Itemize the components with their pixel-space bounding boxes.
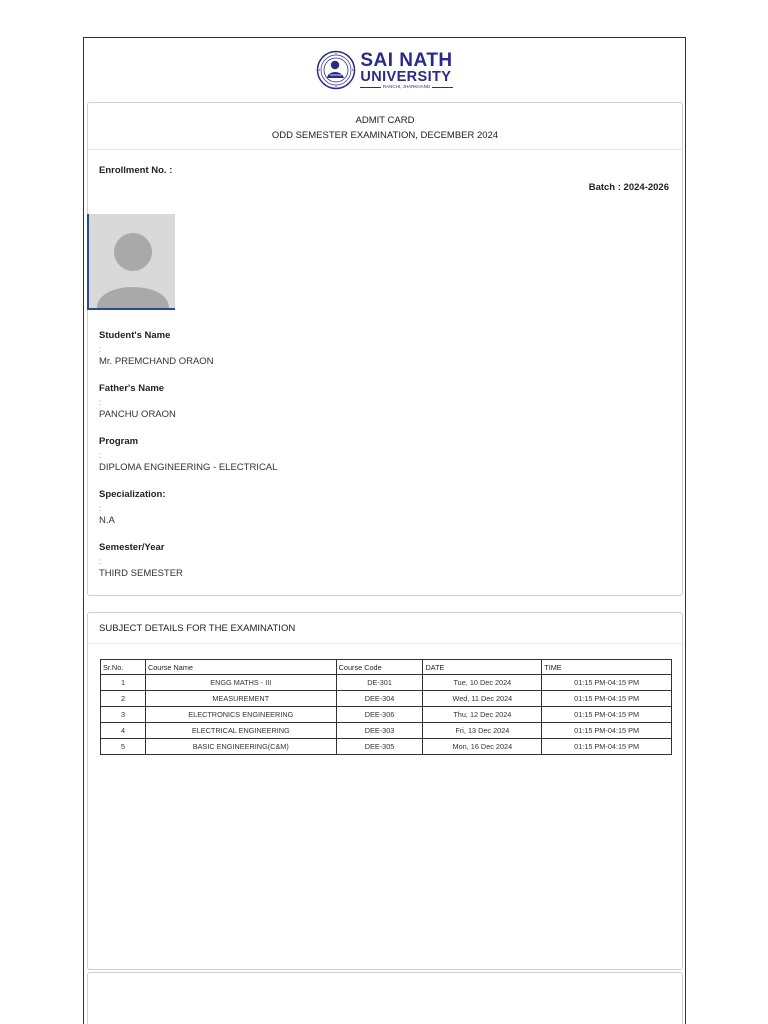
table-cell: Wed, 11 Dec 2024 bbox=[423, 691, 542, 707]
field-value: THIRD SEMESTER bbox=[99, 568, 183, 579]
table-cell: Fri, 13 Dec 2024 bbox=[423, 723, 542, 739]
field-label: Father's Name bbox=[99, 383, 165, 394]
field-colon: : bbox=[99, 504, 102, 513]
column-header: Course Name bbox=[145, 660, 336, 675]
admit-card-page bbox=[83, 37, 686, 1024]
student-details bbox=[99, 329, 659, 594]
table-cell: MEASUREMENT bbox=[145, 691, 336, 707]
column-header: TIME bbox=[542, 660, 672, 675]
table-cell: ELECTRONICS ENGINEERING bbox=[145, 707, 336, 723]
university-emblem-icon bbox=[316, 50, 356, 90]
table-cell: DEE-303 bbox=[336, 723, 423, 739]
subjects-table bbox=[100, 659, 672, 755]
field-value: DIPLOMA ENGINEERING - ELECTRICAL bbox=[99, 462, 278, 473]
field-colon: : bbox=[99, 451, 102, 460]
table-cell: 3 bbox=[101, 707, 146, 723]
table-cell: DE-301 bbox=[336, 675, 423, 691]
column-header: DATE bbox=[423, 660, 542, 675]
table-cell: Mon, 16 Dec 2024 bbox=[423, 739, 542, 755]
column-header: Course Code bbox=[336, 660, 423, 675]
table-cell: DEE-305 bbox=[336, 739, 423, 755]
field-label: Student's Name bbox=[99, 330, 171, 341]
table-cell: 01:15 PM-04:15 PM bbox=[542, 691, 672, 707]
field-label: Semester/Year bbox=[99, 542, 165, 553]
field-label: Specialization: bbox=[99, 489, 166, 500]
table-cell: 5 bbox=[101, 739, 146, 755]
university-name-line2: UNIVERSITY bbox=[360, 68, 452, 85]
table-row bbox=[101, 675, 672, 691]
table-row bbox=[101, 739, 672, 755]
table-cell: 4 bbox=[101, 723, 146, 739]
table-cell: 01:15 PM-04:15 PM bbox=[542, 739, 672, 755]
table-header-row bbox=[101, 660, 672, 675]
field-label: Program bbox=[99, 436, 139, 447]
footer-panel bbox=[87, 972, 683, 1024]
specialization-field bbox=[99, 488, 659, 541]
admit-card-header bbox=[88, 103, 682, 150]
table-cell: Tue, 10 Dec 2024 bbox=[423, 675, 542, 691]
column-header: Sr.No. bbox=[101, 660, 146, 675]
avatar-silhouette-icon bbox=[89, 214, 175, 308]
university-name-line1: SAI NATH bbox=[360, 49, 453, 71]
enrollment-label: Enrollment No. : bbox=[99, 165, 173, 176]
table-cell: BASIC ENGINEERING(C&M) bbox=[145, 739, 336, 755]
admit-card-panel bbox=[87, 102, 683, 596]
student-name-field bbox=[99, 329, 659, 382]
table-cell: 01:15 PM-04:15 PM bbox=[542, 707, 672, 723]
subject-details-heading: SUBJECT DETAILS FOR THE EXAMINATION bbox=[88, 613, 682, 644]
semester-field bbox=[99, 541, 659, 594]
batch-label: Batch : 2024-2026 bbox=[588, 182, 669, 193]
university-logo bbox=[316, 50, 452, 90]
table-cell: DEE-304 bbox=[336, 691, 423, 707]
field-colon: : bbox=[99, 398, 102, 407]
subject-details-panel bbox=[87, 612, 683, 970]
table-row bbox=[101, 707, 672, 723]
field-value: N.A bbox=[99, 515, 115, 526]
table-cell: DEE-306 bbox=[336, 707, 423, 723]
table-cell: Thu, 12 Dec 2024 bbox=[423, 707, 542, 723]
university-location bbox=[360, 85, 452, 90]
admit-card-subtitle: ODD SEMESTER EXAMINATION, DECEMBER 2024 bbox=[271, 130, 499, 141]
field-value: Mr. PREMCHAND ORAON bbox=[99, 356, 214, 367]
table-cell: 1 bbox=[101, 675, 146, 691]
table-cell: ELECTRICAL ENGINEERING bbox=[145, 723, 336, 739]
table-row bbox=[101, 723, 672, 739]
field-colon: : bbox=[99, 345, 102, 354]
table-cell: ENGG MATHS - III bbox=[145, 675, 336, 691]
program-field bbox=[99, 435, 659, 488]
table-cell: 2 bbox=[101, 691, 146, 707]
university-location-text: RANCHI, JHARKHAND bbox=[382, 84, 431, 89]
header-logo-area bbox=[84, 38, 685, 102]
table-cell: 01:15 PM-04:15 PM bbox=[542, 675, 672, 691]
field-value: PANCHU ORAON bbox=[99, 409, 176, 420]
table-row bbox=[101, 691, 672, 707]
table-cell: 01:15 PM-04:15 PM bbox=[542, 723, 672, 739]
father-name-field bbox=[99, 382, 659, 435]
student-photo-placeholder bbox=[87, 214, 175, 310]
field-colon: : bbox=[99, 557, 102, 566]
admit-card-title: ADMIT CARD bbox=[355, 115, 415, 126]
